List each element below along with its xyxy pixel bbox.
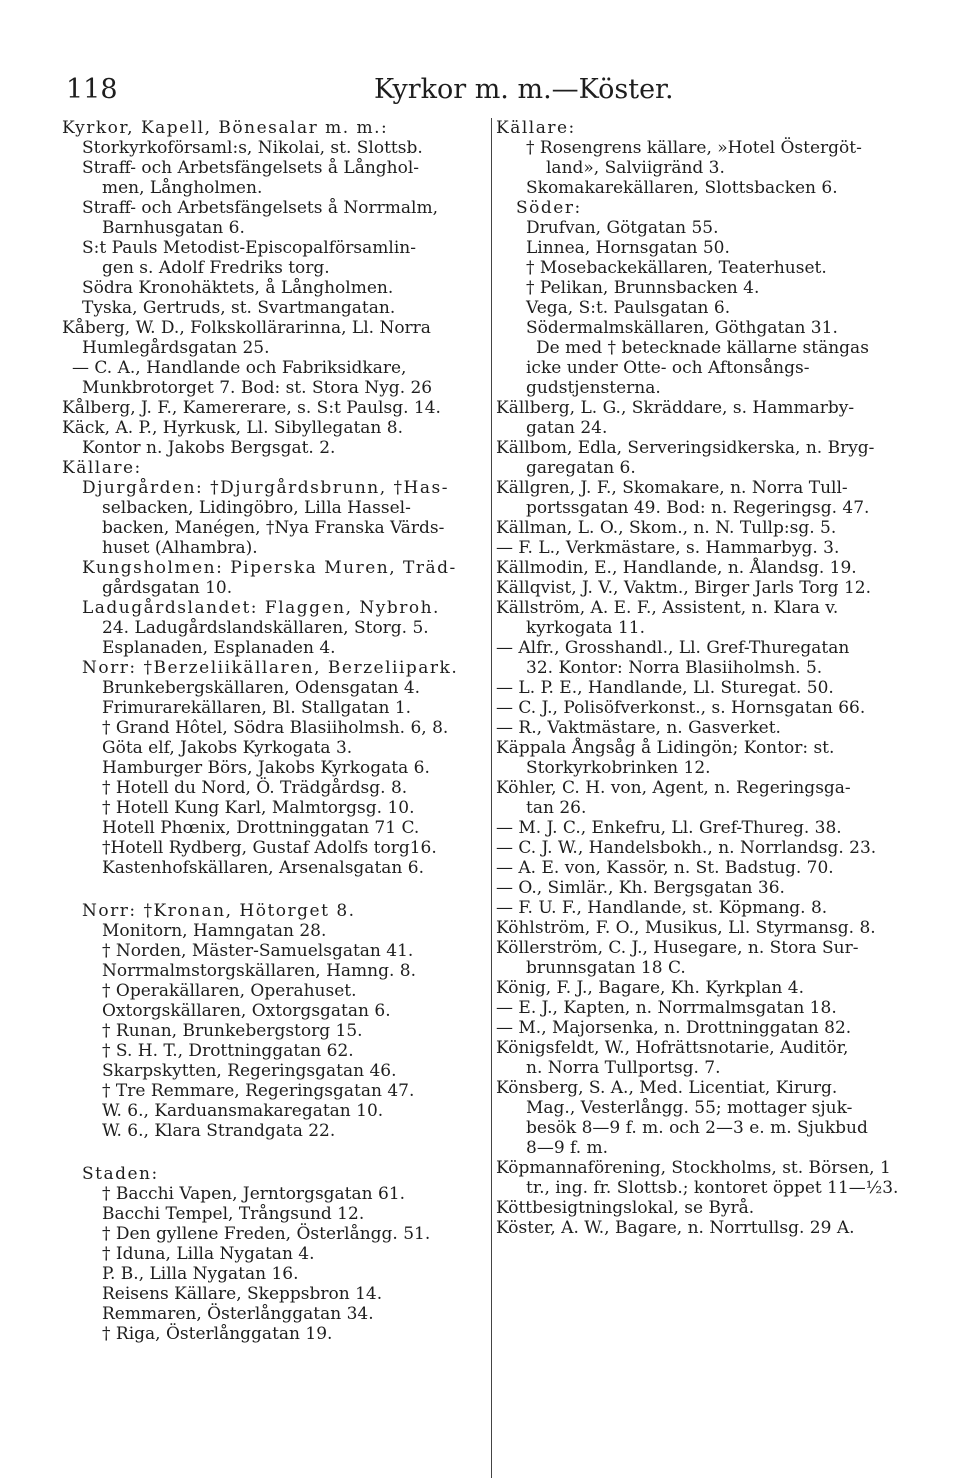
directory-line: König, F. J., Bagare, Kh. Kyrkplan 4.	[496, 978, 804, 998]
directory-line: Käppala Ångsåg å Lidingön; Kontor: st.	[496, 738, 835, 758]
directory-line: Remmaren, Österlånggatan 34.	[102, 1304, 374, 1324]
directory-line: Linnea, Hornsgatan 50.	[526, 238, 730, 258]
left-column	[62, 118, 492, 1344]
directory-line: Straff- och Arbetsfängelsets å Långhol-	[82, 158, 420, 178]
directory-line: Storkyrkobrinken 12.	[526, 758, 711, 778]
directory-line: Söder:	[516, 198, 582, 218]
directory-line: † Runan, Brunkebergstorg 15.	[102, 1021, 363, 1041]
directory-line: Hamburger Börs, Jakobs Kyrkogata 6.	[102, 758, 430, 778]
directory-line: Hotell Phœnix, Drottninggatan 71 C.	[102, 818, 420, 838]
directory-line: gårdsgatan 10.	[102, 578, 233, 598]
directory-line: Skomakarekällaren, Slottsbacken 6.	[526, 178, 838, 198]
directory-line: icke under Otte- och Aftonsångs-	[526, 358, 810, 378]
directory-line: Källman, L. O., Skom., n. N. Tullp:sg. 5.	[496, 518, 837, 538]
directory-line: Esplanaden, Esplanaden 4.	[102, 638, 336, 658]
directory-line: gen s. Adolf Fredriks torg.	[102, 258, 330, 278]
directory-line: Monitorn, Hamngatan 28.	[102, 921, 327, 941]
directory-line: men, Långholmen.	[102, 178, 263, 198]
directory-line: Södra Kronohäktets, å Långholmen.	[82, 278, 394, 298]
directory-line: Kungsholmen: Piperska Muren, Träd-	[82, 558, 457, 578]
directory-line: Ladugårdslandet: Flaggen, Nybroh.	[82, 598, 440, 618]
directory-line: — E. J., Kapten, n. Norrmalmsgatan 18.	[496, 998, 837, 1018]
directory-line: Norr: †Berzeliikällaren, Berzeliipark.	[82, 658, 459, 678]
directory-line: Källström, A. E. F., Assistent, n. Klara v.	[496, 598, 839, 618]
directory-line: Källgren, J. F., Skomakare, n. Norra Tull-	[496, 478, 848, 498]
directory-line: n. Norra Tullportsg. 7.	[526, 1058, 721, 1078]
directory-line: backen, Manégen, †Nya Franska Värds-	[102, 518, 445, 538]
directory-line: † Operakällaren, Operahuset.	[102, 981, 357, 1001]
directory-line: † Den gyllene Freden, Österlångg. 51.	[102, 1224, 431, 1244]
directory-line: Könsberg, S. A., Med. Licentiat, Kirurg.	[496, 1078, 838, 1098]
directory-line: Köllerström, C. J., Husegare, n. Stora Sur-	[496, 938, 859, 958]
directory-line: land», Salviigränd 3.	[546, 158, 725, 178]
directory-line: Köttbesigtningslokal, se Byrå.	[496, 1198, 755, 1218]
directory-line: Kontor n. Jakobs Bergsgat. 2.	[82, 438, 336, 458]
directory-line: tan 26.	[526, 798, 587, 818]
directory-line: huset (Alhambra).	[102, 538, 258, 558]
column-divider	[491, 118, 492, 1478]
directory-line: Köster, A. W., Bagare, n. Norrtullsg. 29 A.	[496, 1218, 855, 1238]
directory-line: Köhler, C. H. von, Agent, n. Regeringsga-	[496, 778, 851, 798]
directory-line: W. 6., Karduansmakaregatan 10.	[102, 1101, 384, 1121]
directory-line: 24. Ladugårdslandskällaren, Storg. 5.	[102, 618, 429, 638]
directory-line: — M. J. C., Enkefru, Ll. Gref-Thureg. 38.	[496, 818, 842, 838]
directory-line: Kålberg, J. F., Kamererare, s. S:t Paulsg. 14.	[62, 398, 441, 418]
directory-line: Källmodin, E., Handlande, n. Ålandsg. 19.	[496, 558, 857, 578]
directory-line: Tyska, Gertruds, st. Svartmangatan.	[82, 298, 396, 318]
directory-line: Frimurarekällaren, Bl. Stallgatan 1.	[102, 698, 412, 718]
directory-line: Bacchi Tempel, Trångsund 12.	[102, 1204, 365, 1224]
directory-line: — F. U. F., Handlande, st. Köpmang. 8.	[496, 898, 828, 918]
directory-line: Staden:	[82, 1164, 159, 1184]
directory-line: selbacken, Lidingöbro, Lilla Hassel-	[102, 498, 411, 518]
directory-line: gatan 24.	[526, 418, 608, 438]
directory-line: Källberg, L. G., Skräddare, s. Hammarby-	[496, 398, 855, 418]
running-title: Kyrkor m. m.—Köster.	[374, 74, 674, 105]
directory-line: † Bacchi Vapen, Jerntorgsgatan 61.	[102, 1184, 406, 1204]
directory-line: — C. J., Polisöfverkonst., s. Hornsgatan 66.	[496, 698, 866, 718]
directory-line: † Grand Hôtel, Södra Blasiiholmsh. 6, 8.	[102, 718, 449, 738]
directory-line: † Riga, Österlånggatan 19.	[102, 1324, 333, 1344]
directory-line: Kåberg, W. D., Folkskollärarinna, Ll. Norra	[62, 318, 431, 338]
directory-line: † Mosebackekällaren, Teaterhuset.	[526, 258, 827, 278]
directory-line: Källbom, Edla, Serveringsidkerska, n. Bryg-	[496, 438, 875, 458]
page-number: 118	[66, 74, 118, 105]
directory-line: — C. J. W., Handelsbokh., n. Norrlandsg. 23.	[496, 838, 877, 858]
directory-line: — M., Majorsenka, n. Drottninggatan 82.	[496, 1018, 852, 1038]
directory-line: — F. L., Verkmästare, s. Hammarbyg. 3.	[496, 538, 840, 558]
directory-line: gudstjensterna.	[526, 378, 661, 398]
directory-line: Kyrkor, Kapell, Bönesalar m. m.:	[62, 118, 389, 138]
directory-line: †Hotell Rydberg, Gustaf Adolfs torg16.	[102, 838, 437, 858]
directory-line: Skarpskytten, Regeringsgatan 46.	[102, 1061, 397, 1081]
directory-line: — C. A., Handlande och Fabriksidkare,	[72, 358, 407, 378]
directory-line: — A. E. von, Kassör, n. St. Badstug. 70.	[496, 858, 834, 878]
directory-line: — Alfr., Grosshandl., Ll. Gref-Thuregatan	[496, 638, 850, 658]
directory-line: portssgatan 49. Bod: n. Regeringsg. 47.	[526, 498, 870, 518]
page-header	[0, 74, 960, 114]
directory-line: Storkyrkoförsaml:s, Nikolai, st. Slottsb.	[82, 138, 423, 158]
directory-line: Vega, S:t. Paulsgatan 6.	[526, 298, 731, 318]
directory-line: Käck, A. P., Hyrkusk, Ll. Sibyllegatan 8.	[62, 418, 403, 438]
directory-line: † Norden, Mäster-Samuelsgatan 41.	[102, 941, 414, 961]
directory-line: † Hotell du Nord, Ö. Trädgårdsg. 8.	[102, 778, 408, 798]
directory-line: Mag., Vesterlångg. 55; mottager sjuk-	[526, 1098, 853, 1118]
directory-line: tr., ing. fr. Slottsb.; kontoret öppet 11—½3.	[526, 1178, 899, 1198]
directory-line: 8—9 f. m.	[526, 1138, 609, 1158]
directory-line: — L. P. E., Handlande, Ll. Sturegat. 50.	[496, 678, 834, 698]
directory-line: Königsfeldt, W., Hofrättsnotarie, Auditör,	[496, 1038, 849, 1058]
directory-line: besök 8—9 f. m. och 2—3 e. m. Sjukbud	[526, 1118, 868, 1138]
directory-line: † Tre Remmare, Regeringsgatan 47.	[102, 1081, 415, 1101]
directory-line: † S. H. T., Drottninggatan 62.	[102, 1041, 354, 1061]
directory-line: Drufvan, Götgatan 55.	[526, 218, 719, 238]
directory-line: Källqvist, J. V., Vaktm., Birger Jarls Torg 12.	[496, 578, 872, 598]
directory-line: Norrmalmstorgskällaren, Hamng. 8.	[102, 961, 417, 981]
directory-line: Kastenhofskällaren, Arsenalsgatan 6.	[102, 858, 424, 878]
right-column	[496, 118, 946, 1238]
directory-line: Göta elf, Jakobs Kyrkogata 3.	[102, 738, 353, 758]
directory-line: Södermalmskällaren, Göthgatan 31.	[526, 318, 838, 338]
directory-line: brunnsgatan 18 C.	[526, 958, 686, 978]
directory-line: — R., Vaktmästare, n. Gasverket.	[496, 718, 781, 738]
directory-line: De med † betecknade källarne stängas	[536, 338, 869, 358]
directory-line: † Pelikan, Brunnsbacken 4.	[526, 278, 760, 298]
directory-line: W. 6., Klara Strandgata 22.	[102, 1121, 336, 1141]
directory-line: Munkbrotorget 7. Bod: st. Stora Nyg. 26	[82, 378, 433, 398]
directory-line: Brunkebergskällaren, Odensgatan 4.	[102, 678, 421, 698]
directory-line: S:t Pauls Metodist-Episcopalförsamlin-	[82, 238, 416, 258]
directory-line: garegatan 6.	[526, 458, 636, 478]
directory-line: — O., Simlär., Kh. Bergsgatan 36.	[496, 878, 785, 898]
directory-line: † Rosengrens källare, »Hotel Östergöt-	[526, 138, 862, 158]
directory-line: † Hotell Kung Karl, Malmtorgsg. 10.	[102, 798, 415, 818]
directory-line: Källare:	[496, 118, 576, 138]
directory-line: Barnhusgatan 6.	[102, 218, 245, 238]
directory-line: P. B., Lilla Nygatan 16.	[102, 1264, 299, 1284]
directory-line: † Iduna, Lilla Nygatan 4.	[102, 1244, 315, 1264]
directory-line: Oxtorgskällaren, Oxtorgsgatan 6.	[102, 1001, 391, 1021]
directory-line: kyrkogata 11.	[526, 618, 645, 638]
directory-line: Humlegårdsgatan 25.	[82, 338, 270, 358]
directory-line: Källare:	[62, 458, 142, 478]
directory-line: 32. Kontor: Norra Blasiiholmsh. 5.	[526, 658, 823, 678]
directory-line: Djurgården: †Djurgårdsbrunn, †Has-	[82, 478, 449, 498]
directory-line: Straff- och Arbetsfängelsets å Norrmalm,	[82, 198, 438, 218]
directory-line: Norr: †Kronan, Hötorget 8.	[82, 901, 356, 921]
directory-line: Köpmannaförening, Stockholms, st. Börsen, 1	[496, 1158, 891, 1178]
directory-line: Köhlström, F. O., Musikus, Ll. Styrmansg. 8.	[496, 918, 876, 938]
directory-line: Reisens Källare, Skeppsbron 14.	[102, 1284, 383, 1304]
